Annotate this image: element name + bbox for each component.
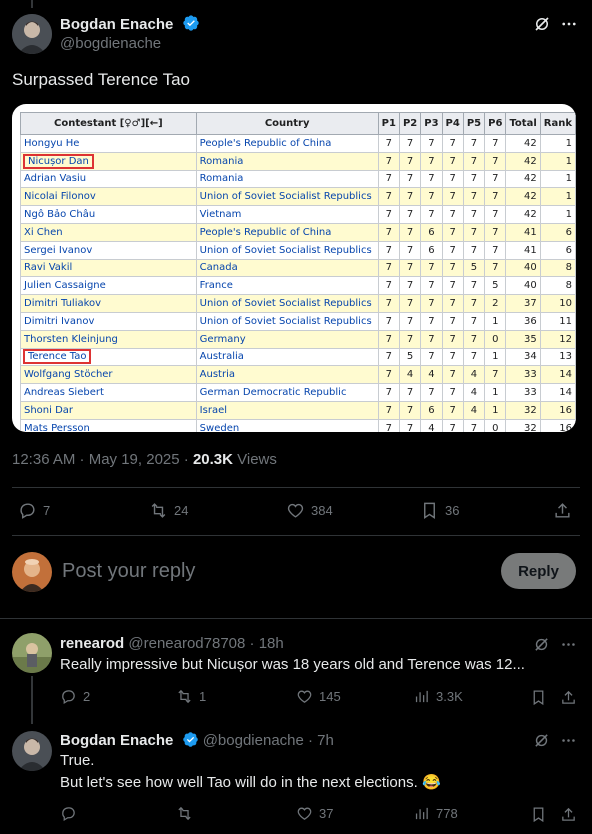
country-name[interactable]: Canada xyxy=(196,259,378,277)
reply2-like-count: 37 xyxy=(319,806,334,821)
heart-icon xyxy=(296,805,313,822)
reply-input[interactable]: Post your reply xyxy=(62,560,196,582)
reply1-repost-action[interactable] xyxy=(176,688,206,705)
total-score: 41 xyxy=(506,241,540,259)
country-name[interactable]: German Democratic Republic xyxy=(196,384,378,402)
more-options-icon[interactable] xyxy=(560,636,577,653)
reply2-avatar[interactable] xyxy=(12,731,52,771)
reply2-time[interactable]: · 7h xyxy=(308,732,334,749)
score-p4: 7 xyxy=(442,223,463,241)
country-name[interactable]: Romania xyxy=(196,152,378,170)
score-p5: 7 xyxy=(463,419,484,432)
like-action[interactable] xyxy=(286,501,333,520)
contestant-name[interactable]: Hongyu He xyxy=(21,135,197,153)
score-p6: 7 xyxy=(485,259,506,277)
views-chart-icon xyxy=(413,805,430,822)
reply-icon xyxy=(60,688,77,705)
bookmark-icon[interactable] xyxy=(530,689,547,706)
contestant-name[interactable]: Thorsten Kleinjung xyxy=(21,330,197,348)
post-meta xyxy=(12,451,277,468)
rank-value: 1 xyxy=(540,152,575,170)
repost-icon xyxy=(149,501,168,520)
score-p5: 7 xyxy=(463,277,484,295)
table-row xyxy=(21,223,576,241)
score-p6: 1 xyxy=(485,348,506,366)
score-p2: 7 xyxy=(399,152,420,170)
country-name[interactable]: Union of Soviet Socialist Republics xyxy=(196,312,378,330)
total-score: 42 xyxy=(506,152,540,170)
score-p5: 7 xyxy=(463,152,484,170)
header-p1: P1 xyxy=(378,113,399,135)
total-score: 36 xyxy=(506,312,540,330)
score-p1: 7 xyxy=(378,384,399,402)
table-row xyxy=(21,259,576,277)
views-chart-icon xyxy=(413,688,430,705)
header-p4: P4 xyxy=(442,113,463,135)
score-p1: 7 xyxy=(378,295,399,313)
reply1-views-action[interactable] xyxy=(413,688,463,705)
score-p4: 7 xyxy=(442,277,463,295)
reply1-like-action[interactable] xyxy=(296,688,341,705)
rank-value: 1 xyxy=(540,206,575,224)
score-p5: 7 xyxy=(463,188,484,206)
score-p2: 7 xyxy=(399,312,420,330)
rank-value: 1 xyxy=(540,135,575,153)
table-row xyxy=(21,366,576,384)
reply-action[interactable] xyxy=(18,501,50,520)
score-p3: 7 xyxy=(421,277,442,295)
more-options-icon[interactable] xyxy=(560,15,578,33)
share-icon xyxy=(553,501,572,520)
table-row xyxy=(21,384,576,402)
score-p5: 7 xyxy=(463,330,484,348)
table-row xyxy=(21,241,576,259)
reply1-repost-count: 1 xyxy=(199,689,207,704)
score-p3: 4 xyxy=(421,419,442,432)
reply2-like-action[interactable] xyxy=(296,805,333,822)
score-p1: 7 xyxy=(378,135,399,153)
rank-value: 16 xyxy=(540,401,575,419)
reply2-repost-action[interactable] xyxy=(176,805,193,822)
score-p4: 7 xyxy=(442,419,463,432)
country-name[interactable]: Union of Soviet Socialist Republics xyxy=(196,295,378,313)
score-p1: 7 xyxy=(378,259,399,277)
header-p2: P2 xyxy=(399,113,420,135)
divider xyxy=(12,535,580,536)
total-score: 42 xyxy=(506,206,540,224)
country-name[interactable]: Israel xyxy=(196,401,378,419)
score-p3: 7 xyxy=(421,188,442,206)
score-p2: 5 xyxy=(399,348,420,366)
bookmark-icon[interactable] xyxy=(530,806,547,823)
contestant-name[interactable]: Shoni Dar xyxy=(21,401,197,419)
score-p3: 7 xyxy=(421,135,442,153)
verified-badge-icon xyxy=(182,731,199,748)
reply2-reply-action[interactable] xyxy=(60,805,77,822)
views-label: Views xyxy=(237,451,277,468)
author-name[interactable]: Bogdan Enache xyxy=(60,16,174,33)
score-p6: 1 xyxy=(485,384,506,402)
country-name[interactable]: France xyxy=(196,277,378,295)
rank-value: 8 xyxy=(540,277,575,295)
contestant-name[interactable]: Dimitri Tuliakov xyxy=(21,295,197,313)
score-p1: 7 xyxy=(378,401,399,419)
score-p1: 7 xyxy=(378,206,399,224)
country-name[interactable]: People's Republic of China xyxy=(196,135,378,153)
reply2-views-action[interactable] xyxy=(413,805,458,822)
score-p6: 7 xyxy=(485,366,506,384)
views-count: 20.3K xyxy=(192,451,233,468)
score-p2: 7 xyxy=(399,206,420,224)
author-avatar[interactable] xyxy=(12,14,52,54)
score-p3: 7 xyxy=(421,384,442,402)
contestant-name[interactable]: Julien Cassaigne xyxy=(21,277,197,295)
heart-icon xyxy=(286,501,305,520)
score-p5: 7 xyxy=(463,223,484,241)
score-p3: 7 xyxy=(421,206,442,224)
rank-value: 8 xyxy=(540,259,575,277)
score-p6: 7 xyxy=(485,188,506,206)
highlight-box: Terence Tao xyxy=(24,350,90,363)
reply1-time[interactable]: · 18h xyxy=(249,635,284,652)
rank-value: 11 xyxy=(540,312,575,330)
score-p4: 7 xyxy=(442,135,463,153)
contestant-name[interactable]: Andreas Siebert xyxy=(21,384,197,402)
header-rank: Rank xyxy=(540,113,575,135)
score-p1: 7 xyxy=(378,419,399,432)
current-user-avatar[interactable] xyxy=(12,552,52,592)
total-score: 32 xyxy=(506,401,540,419)
table-row xyxy=(21,348,576,366)
score-p3: 7 xyxy=(421,259,442,277)
score-p2: 7 xyxy=(399,295,420,313)
total-score: 40 xyxy=(506,259,540,277)
rank-value: 10 xyxy=(540,295,575,313)
score-p1: 7 xyxy=(378,348,399,366)
reply2-views-count: 778 xyxy=(436,806,458,821)
score-p6: 5 xyxy=(485,277,506,295)
score-p5: 7 xyxy=(463,241,484,259)
table-row xyxy=(21,419,576,432)
score-p2: 7 xyxy=(399,170,420,188)
score-p1: 7 xyxy=(378,277,399,295)
table-row xyxy=(21,401,576,419)
post-timestamp[interactable]: 12:36 AM · May 19, 2025 · xyxy=(12,451,193,468)
country-name[interactable]: Union of Soviet Socialist Republics xyxy=(196,241,378,259)
score-p3: 7 xyxy=(421,295,442,313)
table-row xyxy=(21,330,576,348)
reply1-author-handle[interactable]: @renearod78708 xyxy=(128,635,246,652)
score-p1: 7 xyxy=(378,188,399,206)
reply-icon xyxy=(18,501,37,520)
total-score: 34 xyxy=(506,348,540,366)
like-count: 384 xyxy=(311,503,333,518)
score-p3: 6 xyxy=(421,241,442,259)
score-p5: 7 xyxy=(463,312,484,330)
contestant-name[interactable]: Adrian Vasiu xyxy=(21,170,197,188)
score-p4: 7 xyxy=(442,206,463,224)
repost-count: 24 xyxy=(174,503,189,518)
thread-connector-line xyxy=(31,676,33,724)
score-p2: 7 xyxy=(399,259,420,277)
table-row xyxy=(21,206,576,224)
score-p3: 7 xyxy=(421,152,442,170)
share-icon[interactable] xyxy=(560,689,577,706)
repost-icon xyxy=(176,688,193,705)
score-p5: 7 xyxy=(463,348,484,366)
score-p2: 7 xyxy=(399,188,420,206)
grok-icon[interactable] xyxy=(533,732,550,749)
table-row xyxy=(21,188,576,206)
score-p3: 6 xyxy=(421,223,442,241)
bookmark-icon xyxy=(420,501,439,520)
author-name-row[interactable] xyxy=(60,14,200,34)
bookmark-count: 36 xyxy=(445,503,460,518)
score-p5: 7 xyxy=(463,295,484,313)
score-p6: 0 xyxy=(485,330,506,348)
thread-connector-line xyxy=(31,0,33,8)
score-p5: 7 xyxy=(463,206,484,224)
table-row xyxy=(21,312,576,330)
country-name[interactable]: Australia xyxy=(196,348,378,366)
score-p6: 7 xyxy=(485,241,506,259)
reply2-text-line1: True. xyxy=(60,752,95,769)
bookmark-action[interactable] xyxy=(420,501,459,520)
total-score: 33 xyxy=(506,366,540,384)
reply1-like-count: 145 xyxy=(319,689,341,704)
score-p3: 7 xyxy=(421,312,442,330)
country-name[interactable]: Sweden xyxy=(196,419,378,432)
rank-value: 12 xyxy=(540,330,575,348)
score-p5: 4 xyxy=(463,366,484,384)
reply-submit-button[interactable]: Reply xyxy=(501,553,576,589)
repost-action[interactable] xyxy=(149,501,188,520)
verified-badge-icon xyxy=(182,14,200,32)
post-media-image[interactable] xyxy=(12,104,576,432)
repost-icon xyxy=(176,805,193,822)
contestant-name[interactable]: Xi Chen xyxy=(21,223,197,241)
table-row xyxy=(21,170,576,188)
score-p1: 7 xyxy=(378,170,399,188)
score-p3: 4 xyxy=(421,366,442,384)
grok-icon[interactable] xyxy=(533,15,551,33)
table-row xyxy=(21,277,576,295)
share-icon[interactable] xyxy=(560,806,577,823)
score-p4: 7 xyxy=(442,295,463,313)
score-p4: 7 xyxy=(442,152,463,170)
score-p5: 4 xyxy=(463,401,484,419)
score-p1: 7 xyxy=(378,366,399,384)
score-p2: 7 xyxy=(399,135,420,153)
score-p3: 7 xyxy=(421,170,442,188)
score-p1: 7 xyxy=(378,312,399,330)
score-p4: 7 xyxy=(442,330,463,348)
score-p2: 7 xyxy=(399,223,420,241)
rank-value: 14 xyxy=(540,384,575,402)
score-p3: 7 xyxy=(421,330,442,348)
grok-icon[interactable] xyxy=(533,636,550,653)
reply-count: 7 xyxy=(43,503,51,518)
contestant-name[interactable]: Mats Persson xyxy=(21,419,197,432)
more-options-icon[interactable] xyxy=(560,732,577,749)
reply2-author-name[interactable]: Bogdan Enache xyxy=(60,732,174,749)
post-text: Surpassed Terence Tao xyxy=(12,70,190,89)
score-p5: 5 xyxy=(463,259,484,277)
reply2-text-line2: But let's see how well Tao will do in the next elections. 😂 xyxy=(60,774,441,791)
score-p4: 7 xyxy=(442,241,463,259)
share-action[interactable] xyxy=(553,501,572,520)
score-p6: 2 xyxy=(485,295,506,313)
score-p4: 7 xyxy=(442,188,463,206)
rank-value: 6 xyxy=(540,241,575,259)
total-score: 37 xyxy=(506,295,540,313)
total-score: 33 xyxy=(506,384,540,402)
reply1-reply-count: 2 xyxy=(83,689,91,704)
score-p1: 7 xyxy=(378,330,399,348)
header-contestant: Contestant [♀♂][←] xyxy=(21,113,197,135)
country-name[interactable]: Vietnam xyxy=(196,206,378,224)
divider xyxy=(12,487,580,488)
table-row xyxy=(21,152,576,170)
rank-value: 1 xyxy=(540,188,575,206)
score-p3: 7 xyxy=(421,348,442,366)
reply-icon xyxy=(60,805,77,822)
score-p4: 7 xyxy=(442,348,463,366)
table-row xyxy=(21,295,576,313)
score-p1: 7 xyxy=(378,241,399,259)
rank-value: 14 xyxy=(540,366,575,384)
table-header-row xyxy=(21,113,576,135)
score-p2: 7 xyxy=(399,419,420,432)
rank-value: 16 xyxy=(540,419,575,432)
header-country: Country xyxy=(196,113,378,135)
reply1-header xyxy=(60,635,284,652)
reply1-text: Really impressive but Nicușor was 18 years old and Terence was 12... xyxy=(60,656,525,673)
total-score: 42 xyxy=(506,170,540,188)
total-score: 41 xyxy=(506,223,540,241)
reply2-header xyxy=(60,731,334,749)
score-p2: 7 xyxy=(399,384,420,402)
author-handle[interactable]: @bogdienache xyxy=(60,35,162,52)
score-p1: 7 xyxy=(378,152,399,170)
score-p6: 1 xyxy=(485,401,506,419)
header-total: Total xyxy=(506,113,540,135)
country-name[interactable]: Romania xyxy=(196,170,378,188)
score-p6: 7 xyxy=(485,223,506,241)
score-p5: 7 xyxy=(463,170,484,188)
country-name[interactable]: People's Republic of China xyxy=(196,223,378,241)
reply1-avatar[interactable] xyxy=(12,633,52,673)
total-score: 40 xyxy=(506,277,540,295)
reply1-reply-action[interactable] xyxy=(60,688,90,705)
score-p4: 7 xyxy=(442,170,463,188)
score-p1: 7 xyxy=(378,223,399,241)
header-p5: P5 xyxy=(463,113,484,135)
score-p2: 7 xyxy=(399,277,420,295)
score-p2: 7 xyxy=(399,241,420,259)
contestant-name[interactable]: Nicolai Filonov xyxy=(21,188,197,206)
country-name[interactable]: Germany xyxy=(196,330,378,348)
rank-value: 6 xyxy=(540,223,575,241)
score-p4: 7 xyxy=(442,259,463,277)
score-p3: 6 xyxy=(421,401,442,419)
total-score: 42 xyxy=(506,188,540,206)
score-p4: 7 xyxy=(442,401,463,419)
score-p6: 7 xyxy=(485,152,506,170)
contestant-name[interactable]: Ravi Vakil xyxy=(21,259,197,277)
score-p4: 7 xyxy=(442,384,463,402)
imo-results-table xyxy=(20,112,576,432)
score-p6: 7 xyxy=(485,206,506,224)
contestant-name[interactable]: Dimitri Ivanov xyxy=(21,312,197,330)
reply2-author-handle[interactable]: @bogdienache xyxy=(202,732,304,749)
table-row xyxy=(21,135,576,153)
score-p2: 7 xyxy=(399,330,420,348)
total-score: 35 xyxy=(506,330,540,348)
total-score: 32 xyxy=(506,419,540,432)
country-name[interactable]: Austria xyxy=(196,366,378,384)
contestant-name[interactable] xyxy=(21,348,197,366)
contestant-name[interactable] xyxy=(21,152,197,170)
total-score: 42 xyxy=(506,135,540,153)
score-p5: 4 xyxy=(463,384,484,402)
contestant-name[interactable]: Ngô Bảo Châu xyxy=(21,206,197,224)
contestant-name[interactable]: Wolfgang Stöcher xyxy=(21,366,197,384)
score-p6: 1 xyxy=(485,312,506,330)
score-p2: 4 xyxy=(399,366,420,384)
contestant-name[interactable]: Sergei Ivanov xyxy=(21,241,197,259)
score-p4: 7 xyxy=(442,366,463,384)
score-p2: 7 xyxy=(399,401,420,419)
reply1-views-count: 3.3K xyxy=(436,689,463,704)
score-p6: 0 xyxy=(485,419,506,432)
reply1-author-name[interactable]: renearod xyxy=(60,635,125,652)
header-p3: P3 xyxy=(421,113,442,135)
score-p6: 7 xyxy=(485,135,506,153)
score-p6: 7 xyxy=(485,170,506,188)
heart-icon xyxy=(296,688,313,705)
country-name[interactable]: Union of Soviet Socialist Republics xyxy=(196,188,378,206)
rank-value: 1 xyxy=(540,170,575,188)
highlight-box: Nicușor Dan xyxy=(24,155,93,168)
score-p4: 7 xyxy=(442,312,463,330)
header-p6: P6 xyxy=(485,113,506,135)
rank-value: 13 xyxy=(540,348,575,366)
score-p5: 7 xyxy=(463,135,484,153)
divider xyxy=(0,618,592,619)
